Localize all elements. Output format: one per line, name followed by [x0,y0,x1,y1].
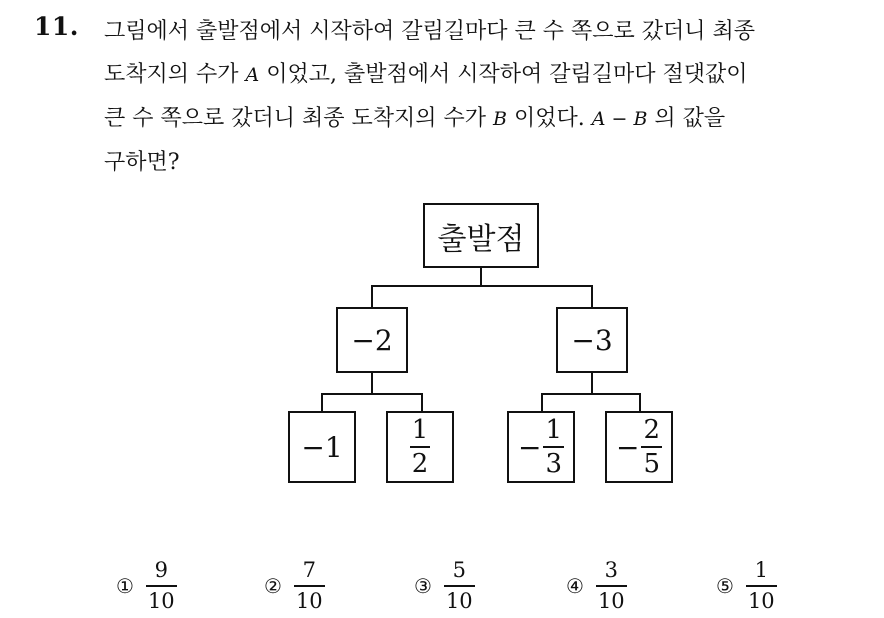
answer-choice-1[interactable] [116,560,177,612]
question-line-2-start: 도착지의 수가 [104,62,246,87]
fraction-bar [294,585,325,587]
tree-leaf-lr [386,411,454,483]
fraction-denominator: 10 [147,588,175,613]
choice-fraction [146,560,177,612]
variable-a: A [245,64,260,86]
fraction-numerator: 7 [302,558,316,582]
fraction-numerator: 9 [154,558,168,582]
connector-left-node-down [371,372,373,393]
tree-root-start-box [423,203,539,268]
choice-number: ③ [414,573,432,598]
question-line-1: 그림에서 출발점에서 시작하여 갈림길마다 큰 수 쪽으로 갔더니 최종 [104,19,756,44]
question-line-2 [104,53,864,97]
connector-level1-bar [371,285,593,287]
question-line-3-end: 의 값을 [647,106,726,131]
tree-node-left-value: −2 [351,323,393,357]
fraction-bar [746,585,777,587]
fraction-numerator: 1 [411,415,429,445]
choice-number: ② [264,573,282,598]
tree-node-right [556,307,628,373]
fraction-numerator: 5 [452,558,466,582]
fraction-numerator: 2 [643,415,660,445]
question-line-3 [104,97,864,141]
connector-to-right-node [591,285,593,307]
fraction-sign: − [517,430,542,464]
answer-choice-5[interactable] [716,560,777,612]
fraction-denominator: 10 [445,588,473,613]
connector-right-node-down [591,372,593,393]
tree-node-right-value: −3 [571,323,613,357]
choice-fraction [596,560,627,612]
tree-leaf-rr-fraction [641,417,662,477]
fraction-bar [410,446,431,448]
choice-fraction [746,560,777,612]
choice-number: ⑤ [716,573,734,598]
question-line-4: 구하면? [104,150,180,175]
connector-to-leaf-rl [541,393,543,411]
choice-number: ④ [566,573,584,598]
expression-a-minus-b: A − B [591,108,648,130]
tree-node-left [336,307,408,373]
fraction-bar [596,585,627,587]
tree-leaf-rl [507,411,575,483]
variable-b: B [493,108,507,130]
fraction-numerator: 1 [754,558,768,582]
connector-root-down [480,267,482,286]
tree-leaf-rl-fraction [543,417,564,477]
connector-to-leaf-lr [421,393,423,411]
fraction-denominator: 10 [747,588,775,613]
connector-left-bar [321,393,423,395]
answer-choice-2[interactable] [264,560,325,612]
fraction-numerator: 1 [545,415,562,445]
question-line-2-end: 이었고, 출발점에서 시작하여 갈림길마다 절댓값이 [259,62,748,87]
fraction-numerator: 3 [604,558,618,582]
answer-choice-3[interactable] [414,560,475,612]
fraction-denominator: 10 [295,588,323,613]
choice-fraction [294,560,325,612]
connector-to-left-node [371,285,373,307]
fraction-denominator: 2 [411,449,429,479]
connector-to-leaf-rr [639,393,641,411]
fraction-denominator: 5 [643,449,660,479]
tree-leaf-ll-value: −1 [301,430,343,464]
tree-leaf-ll [288,411,356,483]
fraction-denominator: 3 [545,449,562,479]
question-line-3-start: 큰 수 쪽으로 갔더니 최종 도착지의 수가 [104,106,493,131]
connector-right-bar [541,393,641,395]
question-line-3-mid: 이었다. [506,106,592,131]
choice-fraction [444,560,475,612]
connector-to-leaf-ll [321,393,323,411]
fraction-bar [641,446,662,448]
fraction-bar [146,585,177,587]
tree-root-label: 출발점 [437,221,525,257]
tree-leaf-lr-fraction [410,417,431,477]
fraction-bar [444,585,475,587]
tree-leaf-rr [605,411,673,483]
fraction-denominator: 10 [597,588,625,613]
question-text [104,10,864,184]
question-number: 11. [34,12,79,41]
fraction-sign: − [615,430,640,464]
fraction-bar [543,446,564,448]
answer-choice-4[interactable] [566,560,627,612]
choice-number: ① [116,573,134,598]
